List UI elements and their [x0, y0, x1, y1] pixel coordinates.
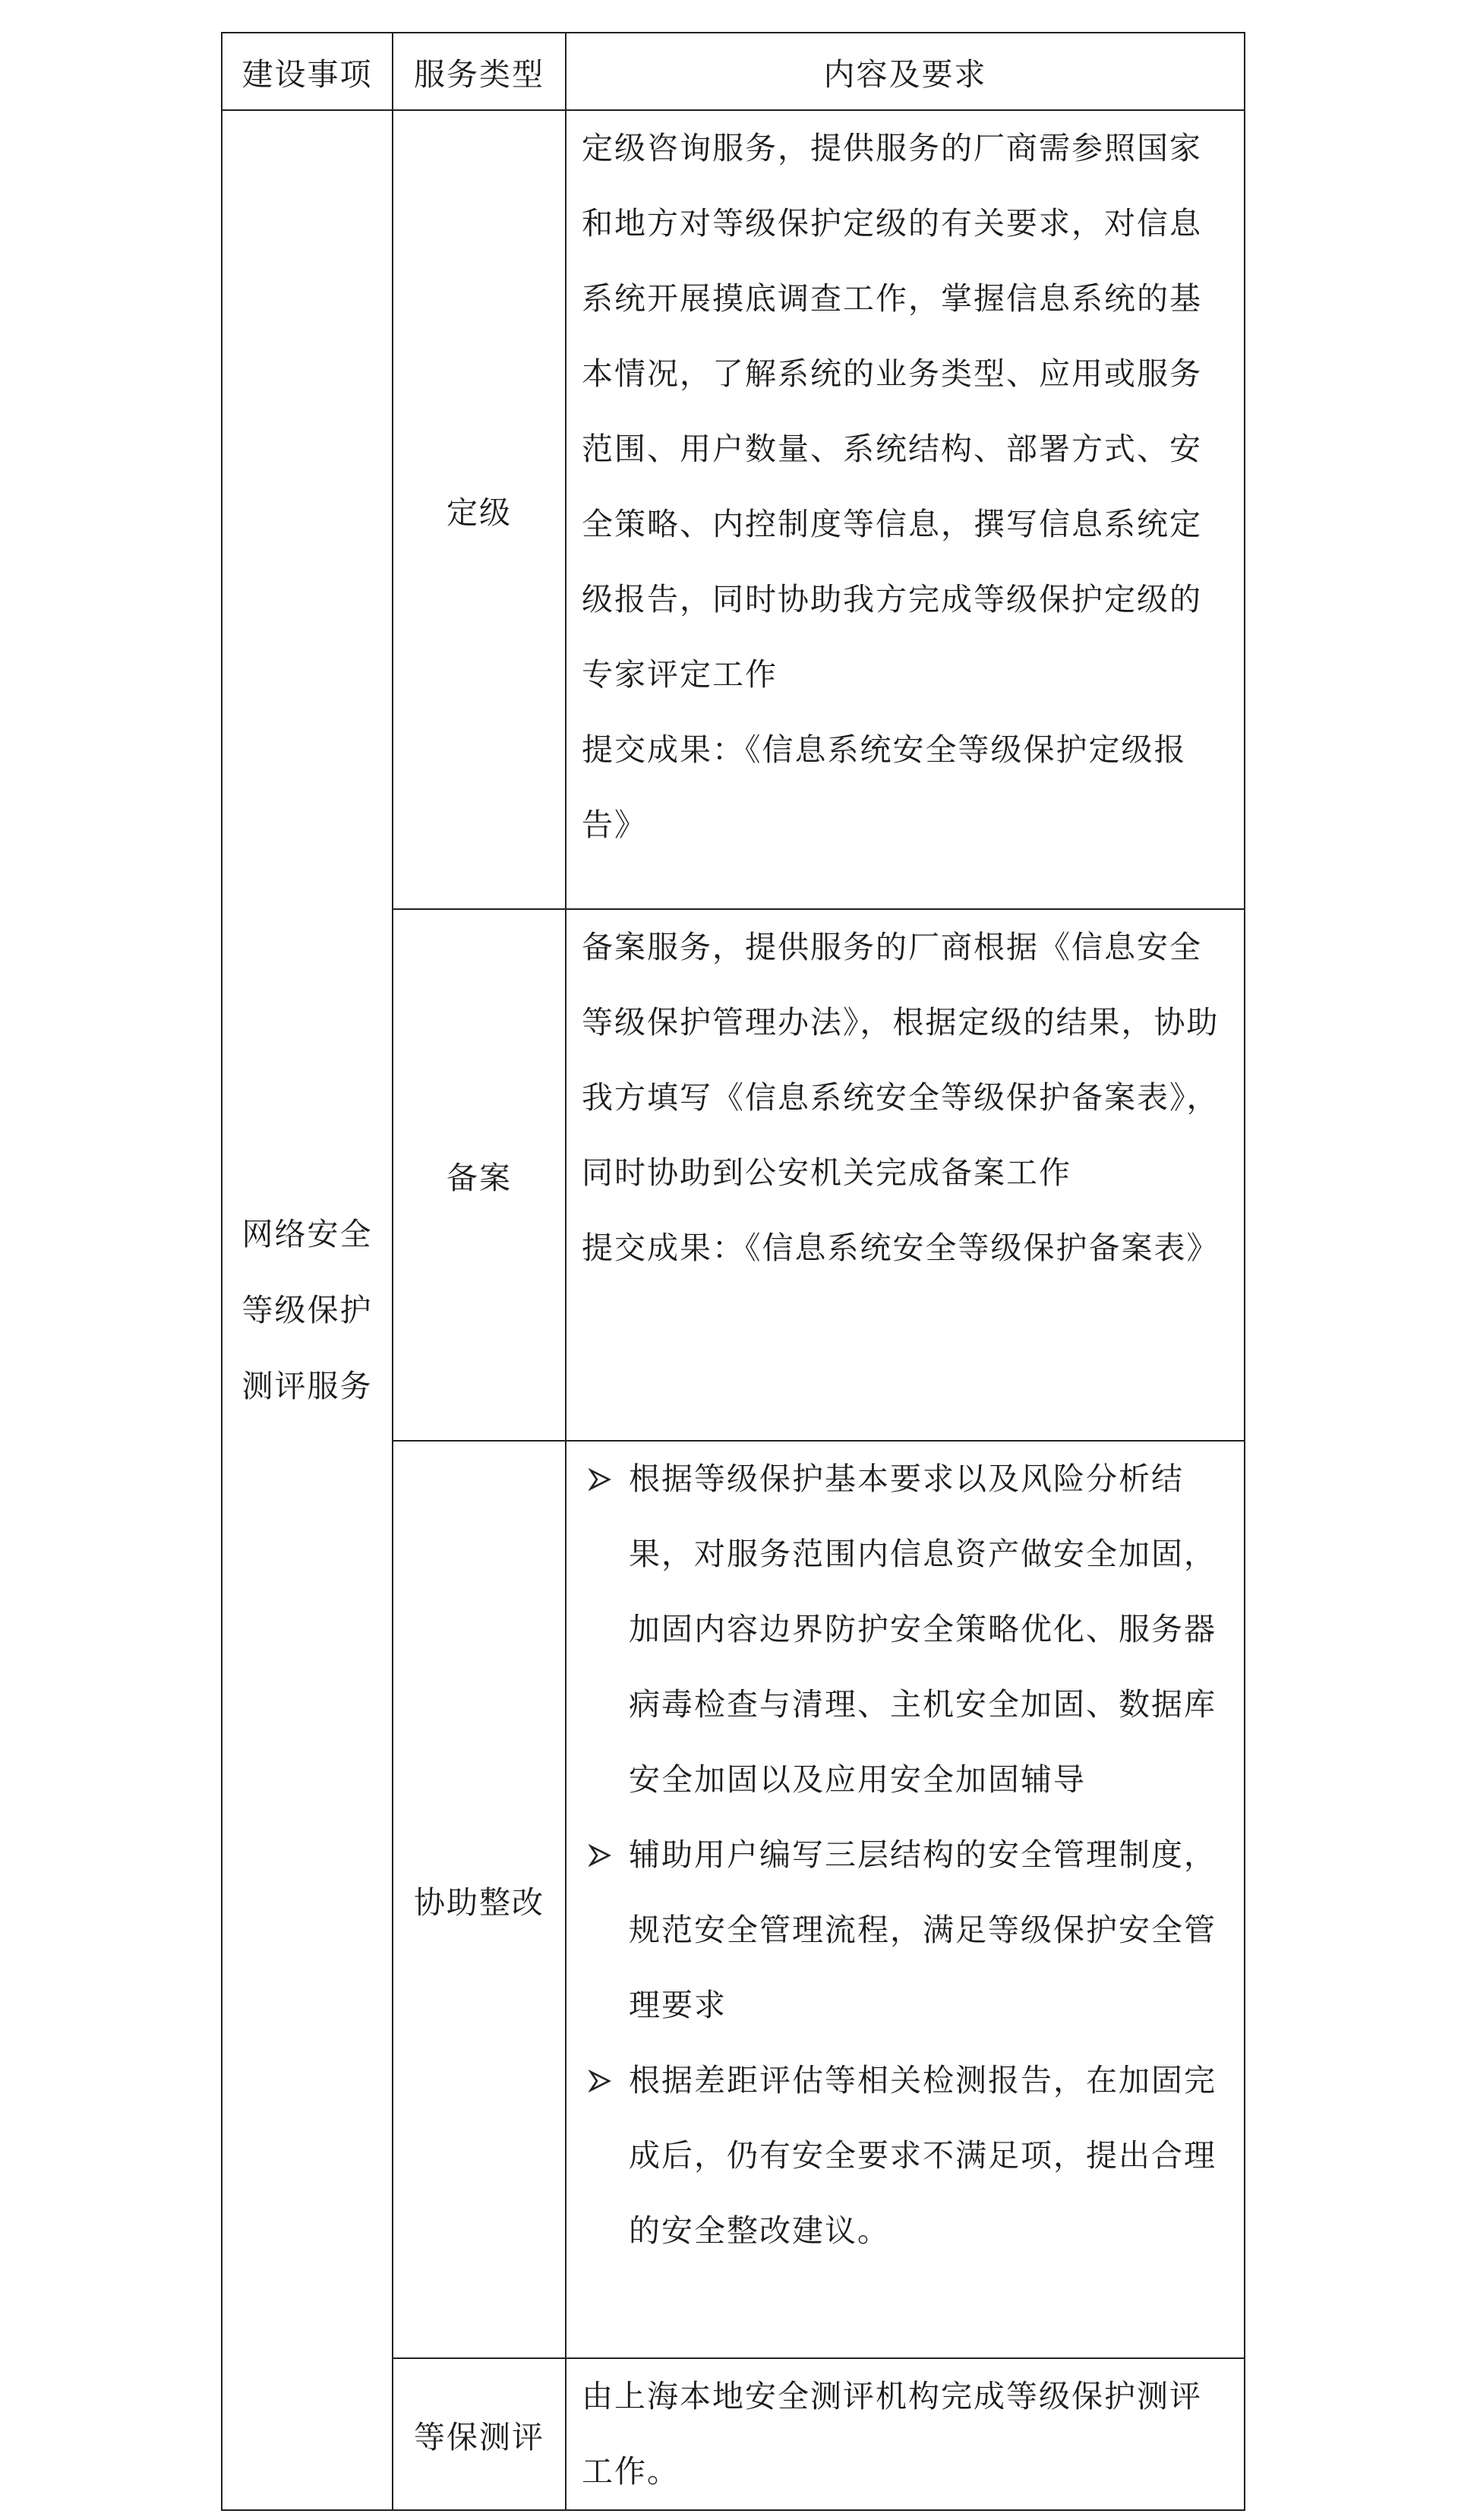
construction-item-cell	[222, 110, 393, 2510]
requirements-table	[221, 32, 1245, 2511]
bullet-item	[582, 1442, 1223, 1817]
header-content-requirements: 内容及要求	[566, 33, 1245, 110]
header-construction-item: 建设事项	[222, 33, 393, 110]
service-type-cell: 定级	[393, 110, 566, 909]
content-paragraph: 备案服务，提供服务的厂商根据《信息安全等级保护管理办法》，根据定级的结果，协助我方填写《信息系统安全等级保护备案表》，同时协助到公安机关完成备案工作	[582, 929, 1220, 1191]
content-paragraph: 由上海本地安全测评机构完成等级保护测评工作。	[582, 2378, 1202, 2490]
content-cell	[566, 909, 1245, 1441]
service-type-cell: 备案	[393, 909, 566, 1441]
content-cell	[566, 110, 1245, 909]
arrow-bullet-icon	[585, 2043, 615, 2118]
bullet-text: 根据等级保护基本要求以及风险分析结果，对服务范围内信息资产做安全加固，加固内容边界防护安全策略优化、服务器病毒检查与清理、主机安全加固、数据库安全加固以及应用安全加固辅导	[629, 1461, 1217, 1798]
bullet-text: 辅助用户编写三层结构的安全管理制度，规范安全管理流程，满足等级保护安全管理要求	[629, 1836, 1217, 2023]
content-cell	[566, 1441, 1245, 2358]
arrow-bullet-icon	[585, 1442, 615, 1517]
header-service-type: 服务类型	[393, 33, 566, 110]
bullet-text: 根据差距评估等相关检测报告，在加固完成后，仍有安全要求不满足项，提出合理的安全整改建议。	[629, 2062, 1217, 2249]
bullet-list	[582, 1442, 1223, 2269]
arrow-bullet-icon	[585, 1817, 615, 1893]
table-row	[222, 110, 1245, 909]
service-type-cell: 协助整改	[393, 1441, 566, 2358]
service-type-cell: 等保测评	[393, 2358, 566, 2510]
construction-item-line: 等级保护	[241, 1292, 373, 1328]
construction-item-line: 网络安全	[241, 1216, 373, 1252]
construction-item-line: 测评服务	[241, 1368, 373, 1404]
content-cell	[566, 2358, 1245, 2510]
bullet-item	[582, 2043, 1223, 2269]
table-header-row	[222, 33, 1245, 110]
content-paragraph: 定级咨询服务，提供服务的厂商需参照国家和地方对等级保护定级的有关要求，对信息系统开展摸底调查工作，掌握信息系统的基本情况，了解系统的业务类型、应用或服务范围、用户数量、系统结构、部署方式、安全策略、内控制度等信息，撰写信息系统定级报告，同时协助我方完成等级保护定级的专家评定工作	[582, 130, 1202, 693]
bullet-item	[582, 1817, 1223, 2043]
deliverable-paragraph: 提交成果：《信息系统安全等级保护备案表》	[582, 1230, 1220, 1266]
deliverable-paragraph: 提交成果：《信息系统安全等级保护定级报告》	[582, 731, 1187, 843]
